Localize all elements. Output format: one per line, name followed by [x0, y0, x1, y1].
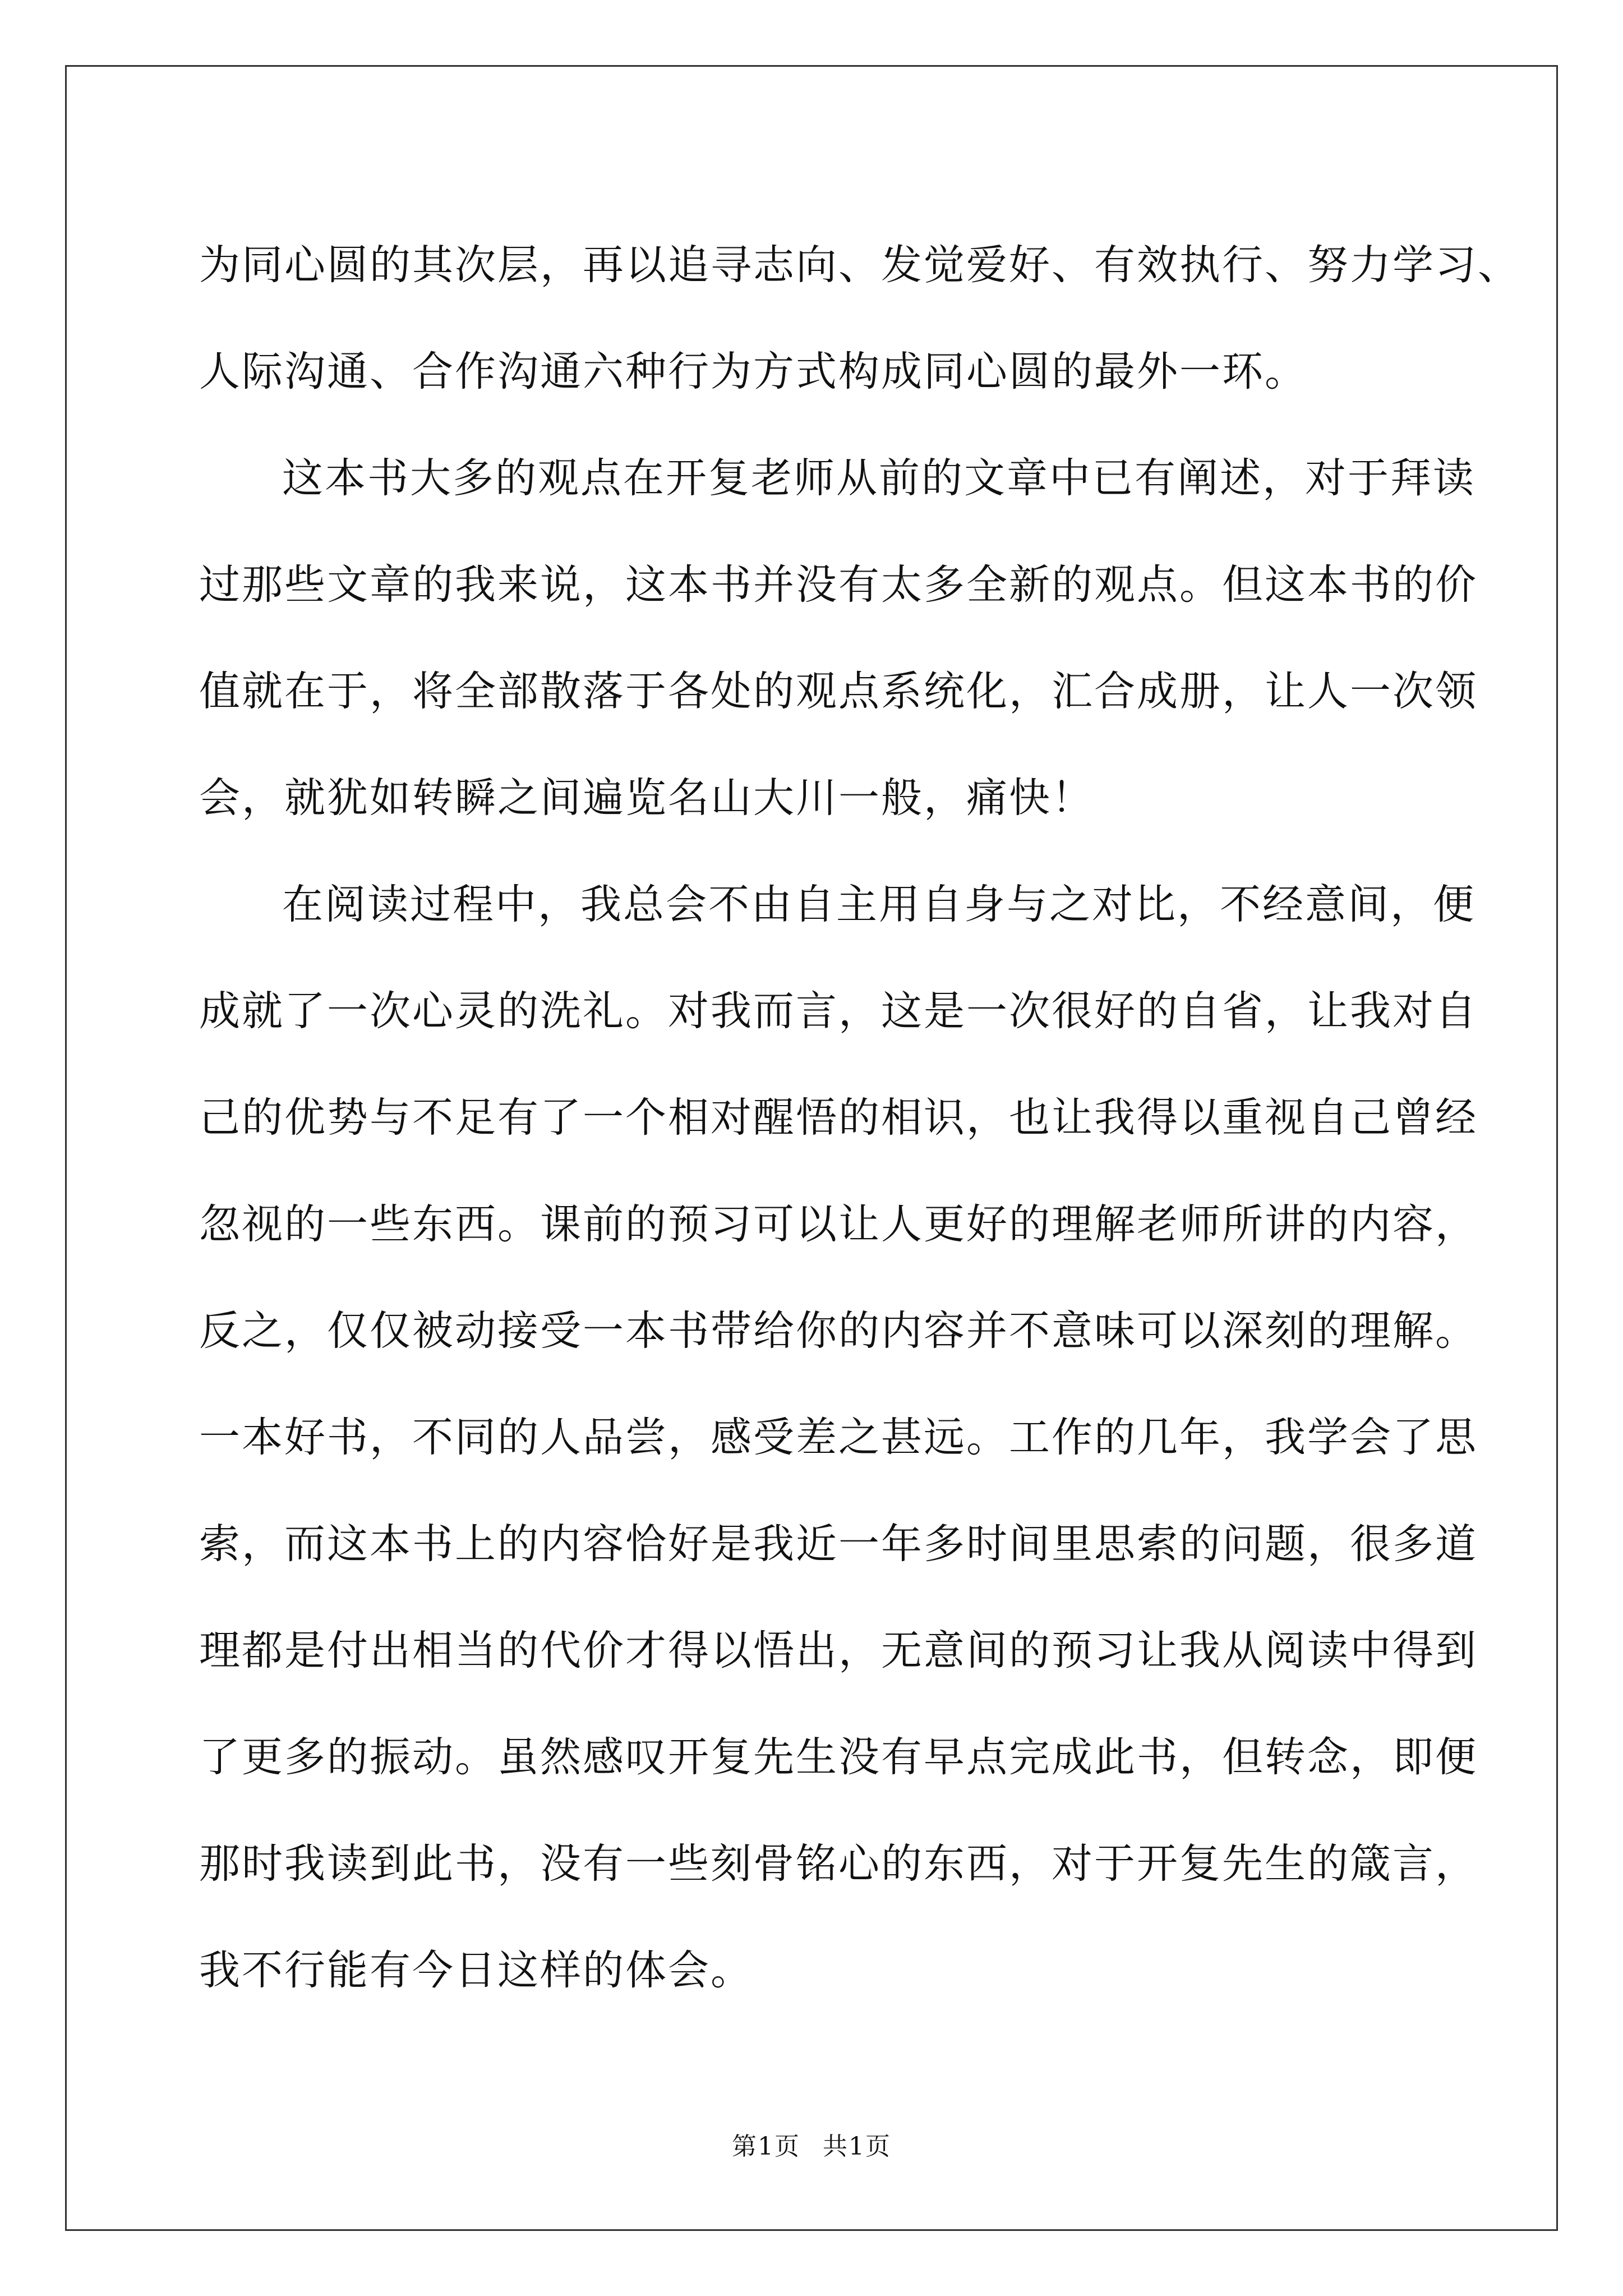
- text-line: 过那些文章的我来说，这本书并没有太多全新的观点。但这本书的价: [199, 561, 1478, 609]
- text-line: 了更多的振动。虽然感叹开复先生没有早点完成此书，但转念，即便: [199, 1733, 1478, 1781]
- text-line: 人际沟通、合作沟通六种行为方式构成同心圆的最外一环。: [199, 348, 1307, 395]
- text-line: 己的优势与不足有了一个相对醒悟的相识，也让我得以重视自己曾经: [199, 1094, 1478, 1142]
- text-line: 理都是付出相当的代价才得以悟出，无意间的预习让我从阅读中得到: [199, 1627, 1478, 1674]
- text-line: 忽视的一些东西。课前的预习可以让人更好的理解老师所讲的内容，: [199, 1200, 1478, 1248]
- text-line: 我不行能有今日这样的体会。: [199, 1947, 753, 1994]
- document-body: [199, 212, 1520, 2024]
- page-number: 第1页: [732, 2132, 800, 2161]
- text-line: 值就在于，将全部散落于各处的观点系统化，汇合成册，让人一次领: [199, 668, 1478, 715]
- text-line: 在阅读过程中，我总会不由自主用自身与之对比，不经意间，便: [282, 881, 1476, 928]
- text-line: 这本书大多的观点在开复老师从前的文章中已有阐述，对于拜读: [282, 454, 1476, 502]
- text-line: 那时我读到此书，没有一些刻骨铭心的东西，对于开复先生的箴言，: [199, 1840, 1478, 1888]
- page-total: 共1页: [823, 2132, 891, 2161]
- text-line: 为同心圆的其次层，再以追寻志向、发觉爱好、有效执行、努力学习、: [199, 241, 1520, 289]
- text-line: 反之，仅仅被动接受一本书带给你的内容并不意味可以深刻的理解。: [199, 1307, 1478, 1355]
- text-line: 成就了一次心灵的洗礼。对我而言，这是一次很好的自省，让我对自: [199, 987, 1478, 1035]
- text-line: 会，就犹如转瞬之间遍览名山大川一般，痛快！: [199, 774, 1094, 822]
- text-line: 一本好书，不同的人品尝，感受差之甚远。工作的几年，我学会了思: [199, 1414, 1478, 1461]
- page-footer: [0, 2126, 1623, 2162]
- text-line: 索，而这本书上的内容恰好是我近一年多时间里思索的问题，很多道: [199, 1520, 1478, 1568]
